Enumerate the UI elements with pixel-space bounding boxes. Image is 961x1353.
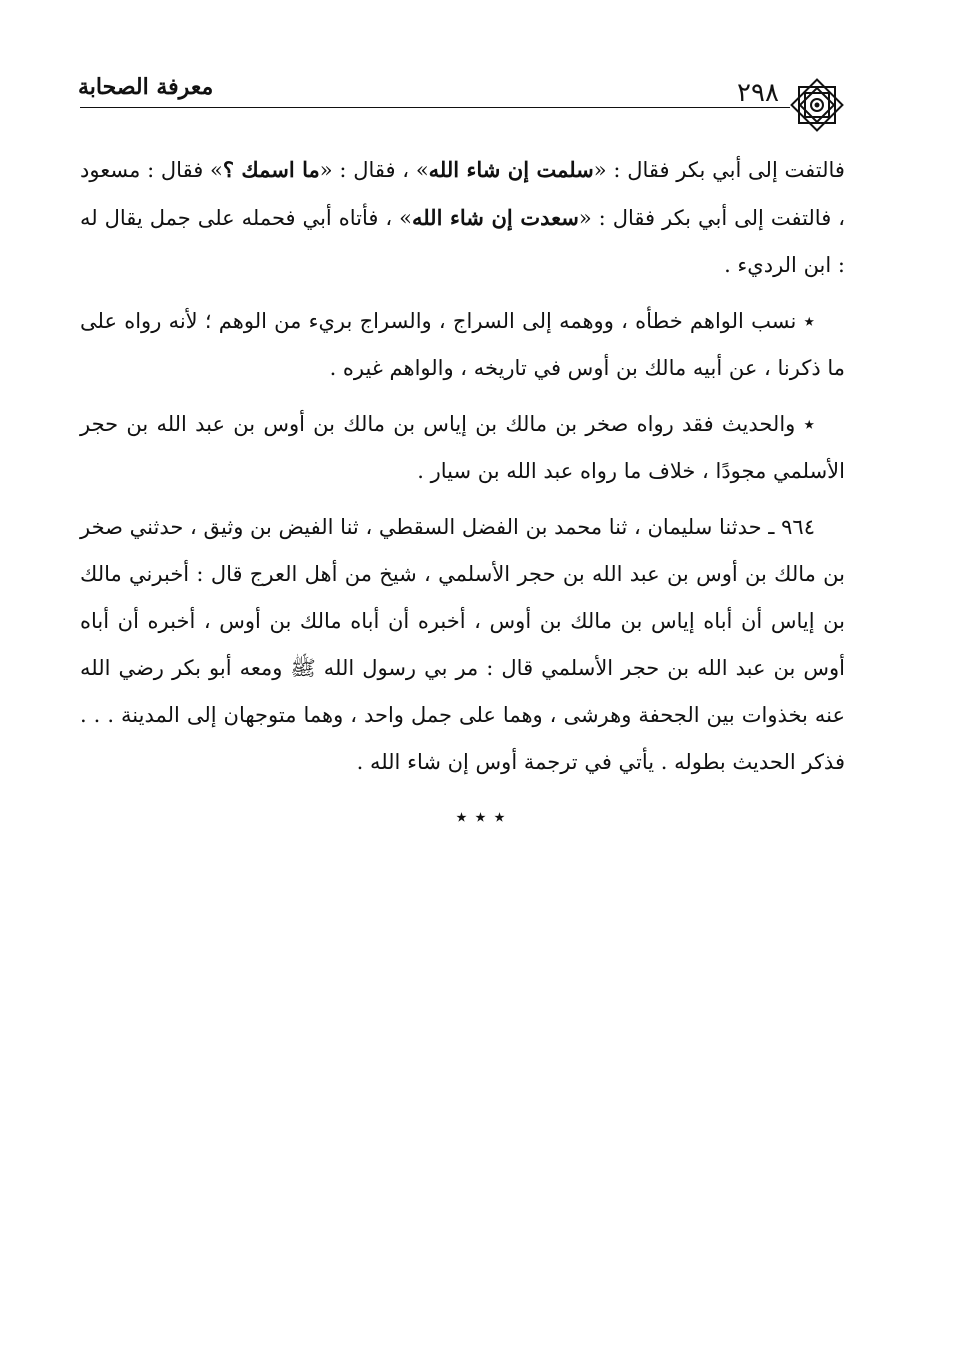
page-number: ٢٩٨ xyxy=(737,78,779,108)
paragraph-1-text-3: » فقال : مسعود ، فالتفت إلى أبي بكر فقال : « xyxy=(80,158,845,230)
header-divider xyxy=(80,107,790,108)
paragraph-1-bold-1: سلمت إن شاء الله xyxy=(428,157,594,182)
paragraph-1 xyxy=(80,146,845,289)
body-text xyxy=(80,146,845,795)
paragraph-1-text-4: » ، فأتاه أبي فحمله على جمل يقال له : ابن الرديء . xyxy=(80,206,845,277)
paragraph-1-text-2: » ، فقال : « xyxy=(319,158,429,182)
star-ornament-icon xyxy=(786,74,848,136)
paragraph-1-bold-2: ما اسمك ؟ xyxy=(222,157,320,182)
paragraph-1-text-1: فالتفت إلى أبي بكر فقال : « xyxy=(593,158,845,182)
paragraph-1-bold-3: سعدت إن شاء الله xyxy=(411,205,579,230)
paragraph-4: ٩٦٤ ـ حدثنا سليمان ، ثنا محمد بن الفضل السقطي ، ثنا الفيض بن وثيق ، حدثني صخر بن مالك بن أوس بن عبد الله بن حجر الأسلمي ، شيخ من أهل العرج قال : أخبرني مالك بن إياس أن أباه إياس بن مالك بن أوس ، أخبره أن أباه مالك بن أوس ، أخبره أن أباه أوس بن عبد الله بن حجر الأسلمي قال : مر بي رسول الله ﷺ ومعه أبو بكر رضي الله عنه بخذوات بين الجحفة وهرشى ، وهما على جمل واحد ، وهما متوجهان إلى المدينة . . . فذكر الحديث بطوله . يأتي في ترجمة أوس إن شاء الله . xyxy=(80,515,845,774)
paragraph-3: ٭ والحديث فقد رواه صخر بن مالك بن إياس بن مالك بن أوس بن عبد الله بن حجر الأسلمي مجودًا ، خلاف ما رواه عبد الله بن سيار . xyxy=(80,412,845,483)
book-title: معرفة الصحابة xyxy=(78,74,214,100)
section-end-ornament: ٭ ٭ ٭ xyxy=(455,805,506,830)
paragraph-2: ٭ نسب الواهم خطأه ، ووهمه إلى السراج ، والسراج بريء من الوهم ؛ لأنه رواه على ما ذكرنا ، عن أبيه مالك بن أوس في تاريخه ، والواهم غيره . xyxy=(80,309,845,380)
